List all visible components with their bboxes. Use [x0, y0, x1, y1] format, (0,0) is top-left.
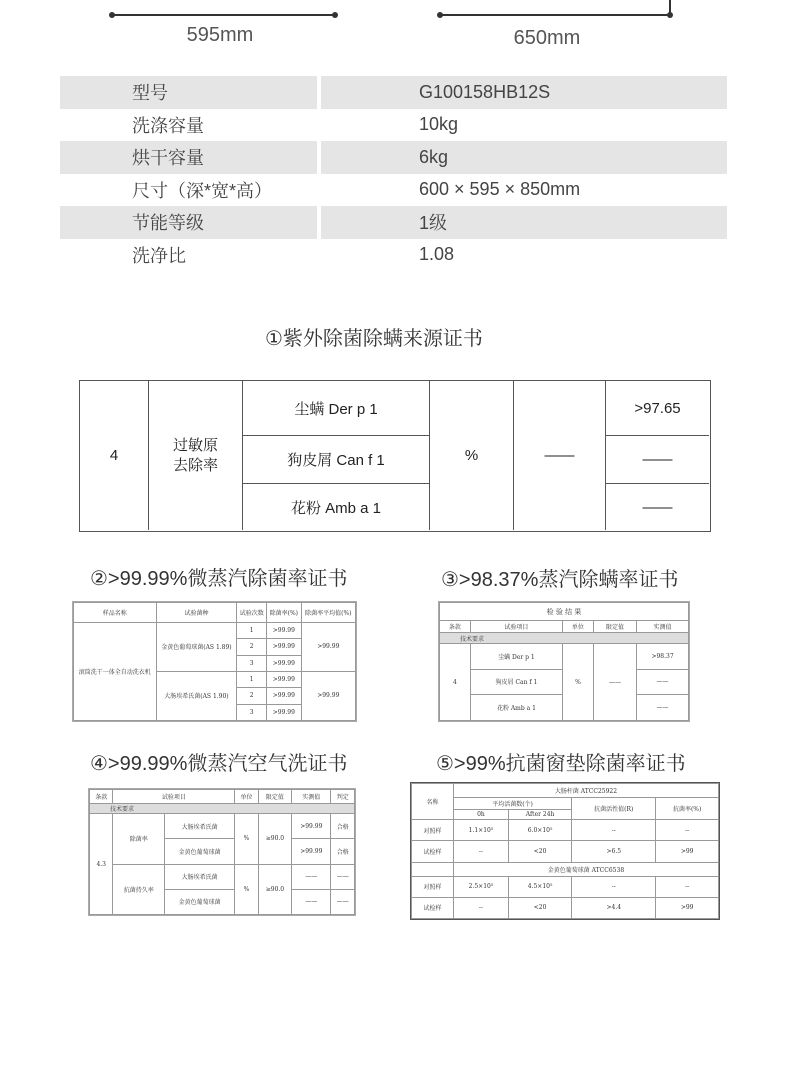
cert3-header: 试验项目	[470, 621, 562, 633]
cert3-header: 条款	[440, 621, 471, 633]
spec-value: 600 × 595 × 850mm	[419, 179, 581, 200]
cert5-row-name: 对照样	[412, 876, 454, 897]
cert5-cell: >99	[656, 897, 719, 918]
cert3-result: ——	[637, 695, 689, 721]
depth-label: 650mm	[513, 27, 581, 49]
cert2-title: ②>99.99%微蒸汽除菌率证书	[90, 568, 348, 590]
cert4-header: 实测值	[292, 790, 331, 804]
cert2-header: 除菌率(%)	[267, 603, 302, 623]
cert2-avg: >99.99	[301, 671, 355, 720]
cert5-header: 平均活菌数(个)	[453, 798, 571, 810]
cert5-image	[410, 782, 720, 920]
cert3-item: 花粉 Amb a 1	[470, 695, 562, 721]
cert5-cell: 1.1×10⁵	[453, 820, 508, 841]
cert4-header: 条款	[90, 790, 113, 804]
dimension-endpoint	[437, 12, 443, 18]
cert5-subheader: 0h	[453, 810, 508, 820]
cert4-image	[88, 788, 356, 916]
cert5-cell: --	[453, 897, 508, 918]
cert3-image	[438, 601, 690, 722]
cert2-header: 样品名称	[74, 603, 157, 623]
cert3-title: ③>98.37%蒸汽除螨率证书	[441, 569, 679, 591]
cert2-run: 1	[237, 671, 267, 687]
cert2-strain: 金黄色葡萄球菌(AS 1.89)	[156, 623, 237, 672]
cert2-run: 1	[237, 623, 267, 639]
spec-value: 6kg	[321, 141, 727, 174]
cert5-title: ⑤>99%抗菌窗垫除菌率证书	[436, 753, 686, 775]
cert4-strain: 大肠埃希氏菌	[164, 864, 234, 889]
cert5-row-name: 对照样	[412, 820, 454, 841]
spec-value: G100158HB12S	[321, 76, 727, 109]
cert5-cell: 2.5×10⁵	[453, 876, 508, 897]
cert2-rate: >99.99	[267, 639, 302, 655]
cert4-header: 判定	[331, 790, 355, 804]
spec-label: 洗涤容量	[132, 115, 204, 136]
cert4-verdict: 合格	[331, 814, 355, 839]
cert4-strain: 大肠埃希氏菌	[164, 814, 234, 839]
cert5-cell: >4.4	[572, 897, 656, 918]
spec-row	[60, 239, 727, 272]
cert4-limit: ≥90.0	[258, 864, 291, 915]
dimension-line	[440, 14, 671, 16]
cert1-result: ——	[606, 436, 709, 484]
cert4-strain: 金黄色葡萄球菌	[164, 889, 234, 914]
cert3-index: 4	[440, 644, 471, 721]
dimension-endpoint	[109, 12, 115, 18]
cert3-header: 实测值	[637, 621, 689, 633]
cert1-result: ——	[642, 498, 673, 516]
width-label: 595mm	[186, 24, 254, 46]
cert2-rate: >99.99	[267, 655, 302, 671]
cert4-result: ——	[292, 889, 331, 914]
cert4-header: 单位	[235, 790, 258, 804]
cert3-limit: ——	[593, 644, 636, 721]
spec-value: 1.08	[419, 244, 455, 265]
cert3-item: 尘螨 Der p 1	[470, 644, 562, 670]
cert3-header: 限定值	[593, 621, 636, 633]
cert4-verdict: ——	[331, 889, 355, 914]
cert1-title: ①紫外除菌除螨来源证书	[265, 328, 483, 350]
cert4-result: >99.99	[292, 839, 331, 864]
cert2-run: 3	[237, 655, 267, 671]
cert5-cell: <20	[508, 897, 571, 918]
cert3-item: 狗皮屑 Can f 1	[470, 669, 562, 695]
cert1-result: >97.65	[606, 381, 709, 436]
cert5-subheader: After 24h	[508, 810, 571, 820]
cert1-limit: ——	[514, 381, 606, 530]
dimension-endpoint	[667, 12, 673, 18]
cert2-rate: >99.99	[267, 671, 302, 687]
spec-value: 10kg	[419, 114, 459, 135]
cert1-index: 4	[80, 381, 149, 530]
cert1-table	[79, 380, 711, 532]
cert2-header: 除菌率平均值(%)	[301, 603, 355, 623]
cert4-header: 试验项目	[113, 790, 235, 804]
cert2-header: 试验次数	[237, 603, 267, 623]
cert2-rate: >99.99	[267, 623, 302, 639]
cert2-strain: 大肠埃希氏菌(AS 1.90)	[156, 671, 237, 720]
spec-row	[60, 174, 727, 207]
cert3-result: ——	[637, 669, 689, 695]
cert2-sample: 滚筒洗干一体全自动洗衣机	[74, 623, 157, 721]
cert2-run: 2	[237, 639, 267, 655]
spec-table	[60, 76, 727, 271]
cert5-header: 名称	[412, 784, 454, 820]
cert3-section: 技术要求	[440, 633, 689, 644]
cert4-result: >99.99	[292, 814, 331, 839]
cert5-cell: --	[656, 820, 719, 841]
cert1-unit: %	[430, 381, 514, 530]
spec-row	[60, 109, 727, 142]
spec-row	[60, 206, 727, 239]
cert5-cell: >99	[656, 841, 719, 862]
cert2-image	[72, 601, 357, 722]
cert2-rate: >99.99	[267, 704, 302, 720]
cert4-strain: 金黄色葡萄球菌	[164, 839, 234, 864]
dimension-endpoint	[332, 12, 338, 18]
cert2-run: 3	[237, 704, 267, 720]
cert5-strain2: 金黄色葡萄球菌 ATCC6538	[453, 862, 718, 876]
cert4-group: 除菌率	[113, 814, 165, 865]
cert1-item: 狗皮屑 Can f 1	[243, 436, 430, 484]
cert4-title: ④>99.99%微蒸汽空气洗证书	[90, 753, 348, 775]
spec-label: 烘干容量	[60, 141, 317, 174]
spec-label: 型号	[60, 76, 317, 109]
spec-label: 洗净比	[132, 245, 186, 266]
cert4-section: 技术要求	[90, 804, 355, 814]
cert5-header: 抗菌率(%)	[656, 798, 719, 820]
cert5-cell: --	[453, 841, 508, 862]
cert5-row-name: 试检样	[412, 897, 454, 918]
spec-label: 尺寸（深*宽*高）	[132, 180, 273, 201]
spec-row	[60, 141, 727, 174]
cert1-item: 花粉 Amb a 1	[243, 484, 430, 530]
cert2-header: 试验菌种	[156, 603, 237, 623]
cert4-header: 限定值	[258, 790, 291, 804]
cert2-run: 2	[237, 688, 267, 704]
dimension-line	[112, 14, 336, 16]
cert4-result: ——	[292, 864, 331, 889]
cert5-cell: --	[572, 820, 656, 841]
cert5-cell: <20	[508, 841, 571, 862]
spec-value: 1级	[321, 206, 727, 239]
cert4-unit: %	[235, 864, 258, 915]
cert3-header: 单位	[563, 621, 594, 633]
cert5-row-name: 试检样	[412, 841, 454, 862]
cert5-header: 抗菌活性值(R)	[572, 798, 656, 820]
cert5-cell: 4.5×10⁵	[508, 876, 571, 897]
cert1-category: 过敏原去除率	[149, 381, 243, 530]
cert5-cell: --	[656, 876, 719, 897]
cert3-unit: %	[563, 644, 594, 721]
cert4-unit: %	[235, 814, 258, 865]
cert4-limit: ≥90.0	[258, 814, 291, 865]
cert4-group: 抗菌持久率	[113, 864, 165, 915]
spec-label: 节能等级	[60, 206, 317, 239]
cert1-item: 尘螨 Der p 1	[243, 381, 430, 436]
cert5-cell: 6.0×10⁵	[508, 820, 571, 841]
cert2-avg: >99.99	[301, 623, 355, 672]
cert2-rate: >99.99	[267, 688, 302, 704]
cert4-verdict: ——	[331, 864, 355, 889]
cert5-cell: --	[572, 876, 656, 897]
cert3-heading: 检 验 结 果	[440, 603, 689, 621]
spec-row	[60, 76, 727, 109]
cert5-strain1: 大肠杆菌 ATCC25922	[453, 784, 718, 798]
cert4-index: 4.3	[90, 814, 113, 915]
cert5-cell: >6.5	[572, 841, 656, 862]
cert4-verdict: 合格	[331, 839, 355, 864]
cert3-result: >98.37	[637, 644, 689, 670]
